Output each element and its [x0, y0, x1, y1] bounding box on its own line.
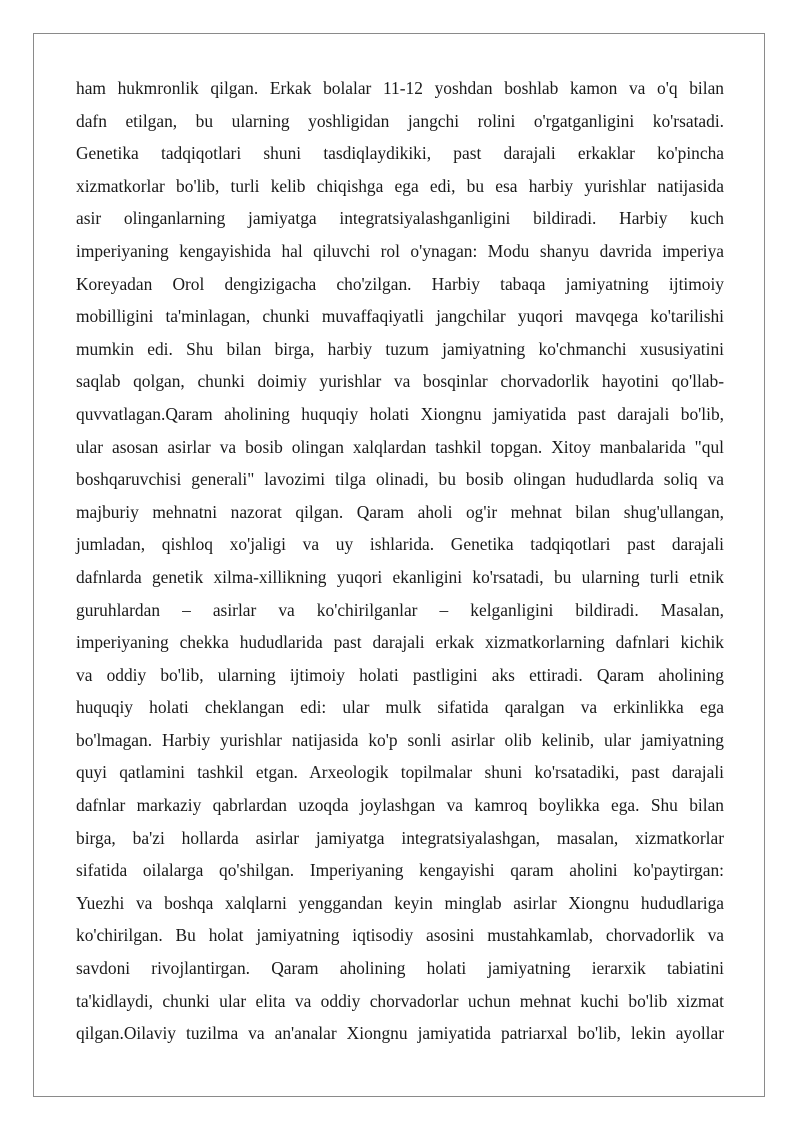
- text-line: ko'chirilgan. Bu holat jamiyatning iqtisodiy asosini mustahkamlab, chorvadorlik va: [76, 925, 724, 946]
- text-line: jumladan, qishloq xo'jaligi va uy ishlarida. Genetika tadqiqotlari past darajali: [76, 534, 724, 555]
- text-line: majburiy mehnatni nazorat qilgan. Qaram aholi og'ir mehnat bilan shug'ullangan,: [76, 501, 724, 522]
- text-line: ta'kidlaydi, chunki ular elita va oddiy chorvadorlar uchun mehnat kuchi bo'lib xizmat: [76, 990, 724, 1011]
- text-line: saqlab qolgan, chunki doimiy yurishlar va bosqinlar chorvadorlik hayotini qo'llab-: [76, 371, 724, 392]
- text-line: birga, ba'zi hollarda asirlar jamiyatga integratsiyalashgan, masalan, xizmatkorlar: [76, 827, 724, 848]
- text-line: imperiyaning kengayishida hal qiluvchi rol o'ynagan: Modu shanyu davrida imperiya: [76, 240, 724, 261]
- text-line: huquqiy holati cheklangan edi: ular mulk sifatida qaralgan va erkinlikka ega: [76, 697, 724, 718]
- text-line: dafnlarda genetik xilma-xillikning yuqori ekanligini ko'rsatadi, bu ularning turli etnik: [76, 566, 724, 587]
- text-line: imperiyaning chekka hududlarida past darajali erkak xizmatkorlarning dafnlari kichik: [76, 632, 724, 653]
- text-line: Yuezhi va boshqa xalqlarni yenggandan keyin minglab asirlar Xiongnu hududlariga: [76, 892, 724, 913]
- text-line: dafn etilgan, bu ularning yoshligidan jangchi rolini o'rgatganligini ko'rsatadi.: [76, 110, 724, 131]
- text-line: Koreyadan Orol dengizigacha cho'zilgan. Harbiy tabaqa jamiyatning ijtimoiy: [76, 273, 724, 294]
- text-line: asir olinganlarning jamiyatga integratsiyalashganligini bildiradi. Harbiy kuch: [76, 208, 724, 229]
- text-line: sifatida oilalarga qo'shilgan. Imperiyaning kengayishi qaram aholini ko'paytirgan:: [76, 860, 724, 881]
- text-line: ham hukmronlik qilgan. Erkak bolalar 11-12 yoshdan boshlab kamon va o'q bilan: [76, 78, 724, 98]
- text-line: mobilligini ta'minlagan, chunki muvaffaqiyatli jangchilar yuqori mavqega ko'tarilishi: [76, 306, 724, 327]
- text-line: savdoni rivojlantirgan. Qaram aholining holati jamiyatning ierarxik tabiatini: [76, 958, 724, 979]
- text-line: boshqaruvchisi generali" lavozimi tilga olinadi, bu bosib olingan hududlarda soliq va: [76, 469, 724, 490]
- text-line: Genetika tadqiqotlari shuni tasdiqlaydikiki, past darajali erkaklar ko'pincha: [76, 143, 724, 164]
- text-line: bo'lmagan. Harbiy yurishlar natijasida ko'p sonli asirlar olib kelinib, ular jamiyatning: [76, 729, 724, 750]
- text-line: va oddiy bo'lib, ularning ijtimoiy holati pastligini aks ettiradi. Qaram aholining: [76, 664, 724, 685]
- text-line: quyi qatlamini tashkil etgan. Arxeologik topilmalar shuni ko'rsatadiki, past darajali: [76, 762, 724, 783]
- text-line: qilgan.Oilaviy tuzilma va an'analar Xiongnu jamiyatida patriarxal bo'lib, lekin ayollar: [76, 1023, 724, 1044]
- text-line: dafnlar markaziy qabrlardan uzoqda joylashgan va kamroq boylikka ega. Shu bilan: [76, 795, 724, 816]
- text-line: quvvatlagan.Qaram aholining huquqiy holati Xiongnu jamiyatida past darajali bo'lib,: [76, 403, 724, 424]
- text-line: mumkin edi. Shu bilan birga, harbiy tuzum jamiyatning ko'chmanchi xususiyatini: [76, 338, 724, 359]
- body-paragraph: [76, 72, 724, 1050]
- text-line: guruhlardan – asirlar va ko'chirilganlar – kelganligini bildiradi. Masalan,: [76, 599, 724, 620]
- text-line: ular asosan asirlar va bosib olingan xalqlardan tashkil topgan. Xitoy manbalarida "qul: [76, 436, 724, 457]
- text-line: xizmatkorlar bo'lib, turli kelib chiqishga ega edi, bu esa harbiy yurishlar natijasida: [76, 175, 724, 196]
